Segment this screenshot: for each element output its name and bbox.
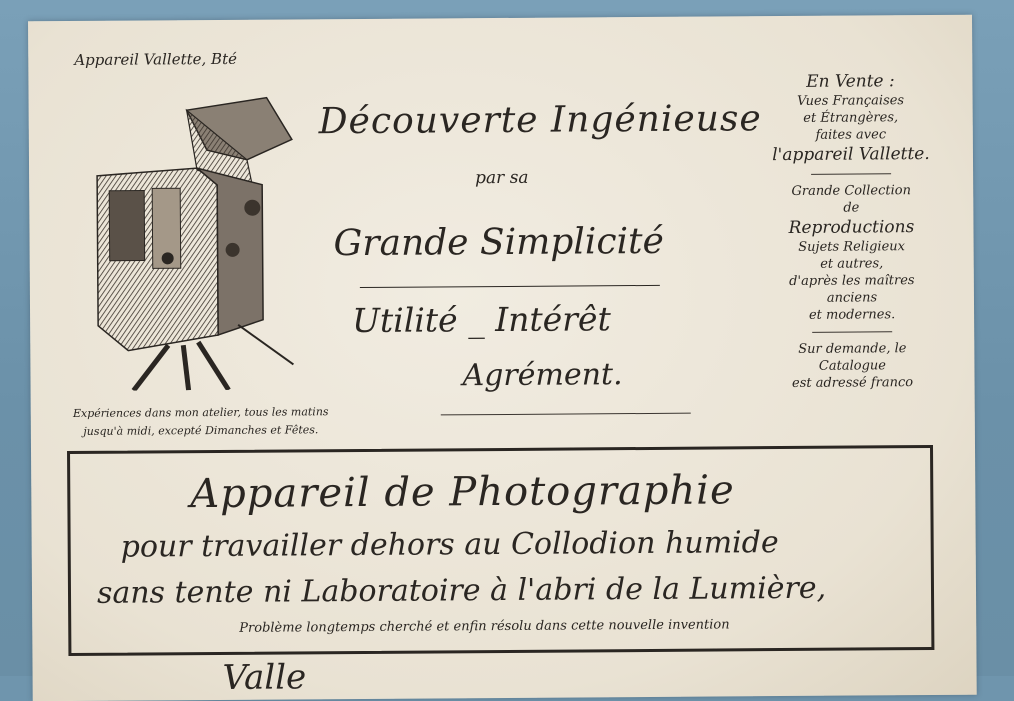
sidebar-line: faites avec — [815, 127, 887, 143]
camera-illustration-icon — [86, 89, 308, 391]
sidebar-line: et modernes. — [808, 307, 896, 323]
box-line-collodion: pour travailler dehors au Collodion humide — [120, 525, 779, 565]
footer-partial-text: Valle — [222, 657, 307, 698]
headline-par-sa: par sa — [475, 167, 529, 189]
headline-simplicite: Grande Simplicité — [333, 220, 664, 265]
sidebar-en-vente — [762, 70, 940, 392]
sidebar-divider — [812, 331, 892, 333]
sidebar-line: est adressé franco — [791, 375, 914, 391]
atelier-note-line2: jusqu'à midi, excepté Dimanches et Fêtes. — [83, 423, 319, 438]
sidebar-line: l'appareil Vallette. — [772, 144, 930, 166]
framed-announcement — [67, 445, 934, 656]
atelier-note — [71, 403, 331, 441]
sidebar-line: d'après les maîtres anciens — [789, 273, 915, 306]
box-line-probleme: Problème longtemps cherché et enfin résolu dans cette nouvelle invention — [239, 617, 730, 636]
sidebar-line: Vues Françaises — [797, 93, 905, 109]
divider-rule — [360, 285, 660, 288]
headline-utilite: Utilité _ Intérêt — [351, 299, 611, 341]
box-title: Appareil de Photographie — [190, 467, 735, 518]
sidebar-line: de — [843, 200, 860, 216]
sidebar-line: En Vente : — [806, 71, 895, 92]
sidebar-line: et autres, — [820, 256, 884, 272]
headline-agrement: Agrément. — [462, 357, 623, 394]
atelier-note-line1: Expériences dans mon atelier, tous les matins — [72, 405, 329, 420]
headline-decouverte: Découverte Ingénieuse — [318, 98, 762, 143]
sidebar-line: Reproductions — [788, 217, 915, 238]
poster-sheet — [28, 15, 977, 701]
appareil-label: Appareil Vallette, Bté — [74, 49, 237, 69]
box-line-laboratoire: sans tente ni Laboratoire à l'abri de la Lumière, — [96, 570, 827, 611]
sidebar-line: Grande Collection — [791, 183, 912, 199]
sidebar-line: Sujets Religieux — [798, 239, 906, 255]
sidebar-divider — [811, 173, 891, 175]
sidebar-line: Sur demande, le Catalogue — [798, 341, 907, 374]
sidebar-line: et Étrangères, — [803, 110, 899, 126]
divider-rule — [441, 413, 691, 416]
